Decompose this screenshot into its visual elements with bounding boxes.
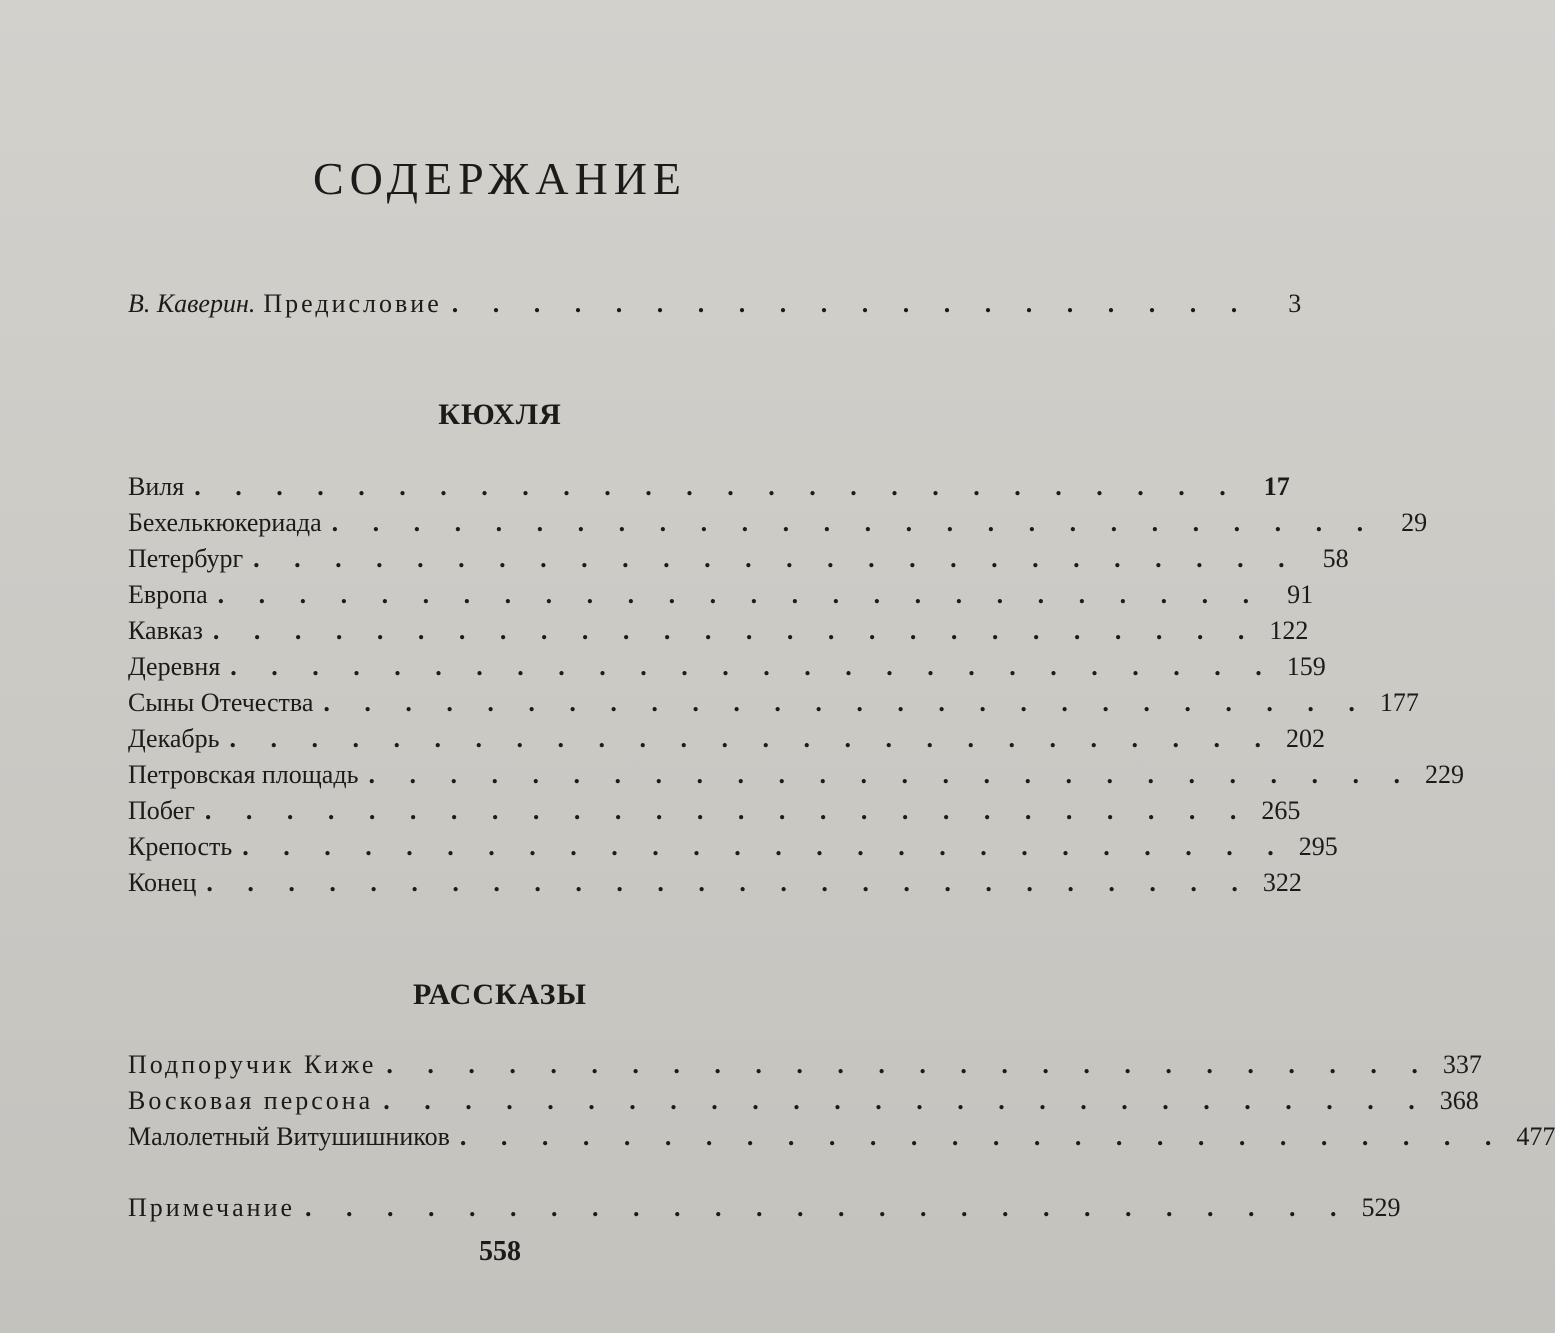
toc-entry-label: Подпоручик Киже [128,1050,377,1079]
toc-page-number: 177 [1379,688,1419,717]
toc-entry [128,1047,1482,1083]
toc-page-number: 368 [1439,1086,1479,1115]
preface-label: Предисловие [263,289,442,318]
toc-entry-label: Деревня [128,652,221,681]
leader-dots: . . . . . . . . . . . . . . . . . . . . . . . . . . [242,832,1288,861]
toc-entry [128,649,1326,685]
leader-dots: . . . . . . . . . . . . . . . . . . . . . . . . . . [368,760,1414,789]
leader-dots: . . . . . . . . . . . . . . . . . . . . . . . . . . [331,508,1378,537]
leader-dots: . . . . . . . . . . . . . . . . . . . . . . . . . . [229,724,1275,753]
leader-dots: . . . . . . . . . . . . . . . . . . . . . . . . . . [386,1050,1432,1079]
toc-entry [128,685,1419,721]
section-heading-kyukhlya: КЮХЛЯ [438,398,562,431]
toc-entry-label: Декабрь [128,724,220,753]
toc-page-number: 17 [1263,472,1290,501]
leader-dots: . . . . . . . . . . . . . . . . . . . . . . . . . . [194,472,1240,501]
toc-entry [128,865,1302,901]
toc-entry [128,793,1301,829]
leader-dots: . . . . . . . . . . . . . . . . . . . . . . . . . . [459,1122,1506,1151]
leader-dots: . . . . . . . . . . . . . . . . . . . . . . . . . . [206,868,1252,897]
toc-entry-label: Примечание [128,1193,296,1222]
toc-entry [128,505,1428,541]
toc-entry-preface [128,286,1302,322]
leader-dots: . . . . . . . . . . . . . . . . . . . . . . . . . . [212,616,1259,645]
toc-entry-label: Петровская площадь [128,760,359,789]
toc-page-number: 295 [1298,832,1338,861]
toc-page-number: 202 [1285,724,1325,753]
section-heading-rasskazy: РАССКАЗЫ [413,978,587,1011]
toc-page-number: 265 [1261,796,1301,825]
toc-page-number: 229 [1424,760,1464,789]
leader-dots: . . . . . . . . . . . . . . . . . . . . . . . . . . [305,1193,1351,1222]
leader-dots: . . . . . . . . . . . . . . . . . . . . . . . . . . [217,580,1264,609]
toc-entry-label: Кавказ [128,616,203,645]
toc-entry-label: Виля [128,472,185,501]
leader-dots: . . . . . . . . . . . . . . . . . . . . [451,289,1252,318]
toc-page-number: 529 [1361,1193,1401,1222]
toc-entry [128,613,1309,649]
toc-page-number: 58 [1322,544,1349,573]
toc-entry-label: Сыны Отечества [128,688,314,717]
toc-page-number: 122 [1269,616,1309,645]
toc-entry-label: Бехелькюкериада [128,508,322,537]
leader-dots: . . . . . . . . . . . . . . . . . . . . . . . . . . [383,1086,1429,1115]
toc-entry-label: Крепость [128,832,233,861]
toc-entry [128,541,1349,577]
toc-entry-label: Малолетный Витушишников [128,1122,450,1151]
toc-page-number: 477 [1516,1122,1555,1151]
leader-dots: . . . . . . . . . . . . . . . . . . . . . . . . . . [253,544,1299,573]
toc-entry-label: Конец [128,868,197,897]
leader-dots: . . . . . . . . . . . . . . . . . . . . . . . . . . [204,796,1251,825]
page-title: СОДЕРЖАНИЕ [312,153,688,204]
toc-entry [128,1119,1555,1155]
page-folio-number: 558 [479,1236,521,1267]
toc-page-number: 91 [1287,580,1314,609]
toc-entry [128,469,1290,505]
leader-dots: . . . . . . . . . . . . . . . . . . . . . . . . . . [323,688,1369,717]
toc-entry [128,721,1325,757]
leader-dots: . . . . . . . . . . . . . . . . . . . . . . . . . . [230,652,1276,681]
toc-entry [128,829,1338,865]
toc-page-number: 322 [1262,868,1302,897]
toc-entry-label: Восковая персона [128,1086,374,1115]
toc-entry-label [128,286,442,322]
toc-entry [128,757,1464,793]
toc-entry [128,1083,1479,1119]
toc-page-number: 159 [1286,652,1326,681]
toc-page-number: 29 [1401,508,1428,537]
toc-entry-label: Петербург [128,544,244,573]
toc-page-number: 3 [1288,289,1302,318]
toc-entry-label: Европа [128,580,208,609]
toc-entry-notes [128,1190,1401,1226]
preface-author: В. Каверин. [128,289,256,318]
toc-page-number: 337 [1442,1050,1482,1079]
toc-entry [128,577,1314,613]
toc-entry-label: Побег [128,796,195,825]
